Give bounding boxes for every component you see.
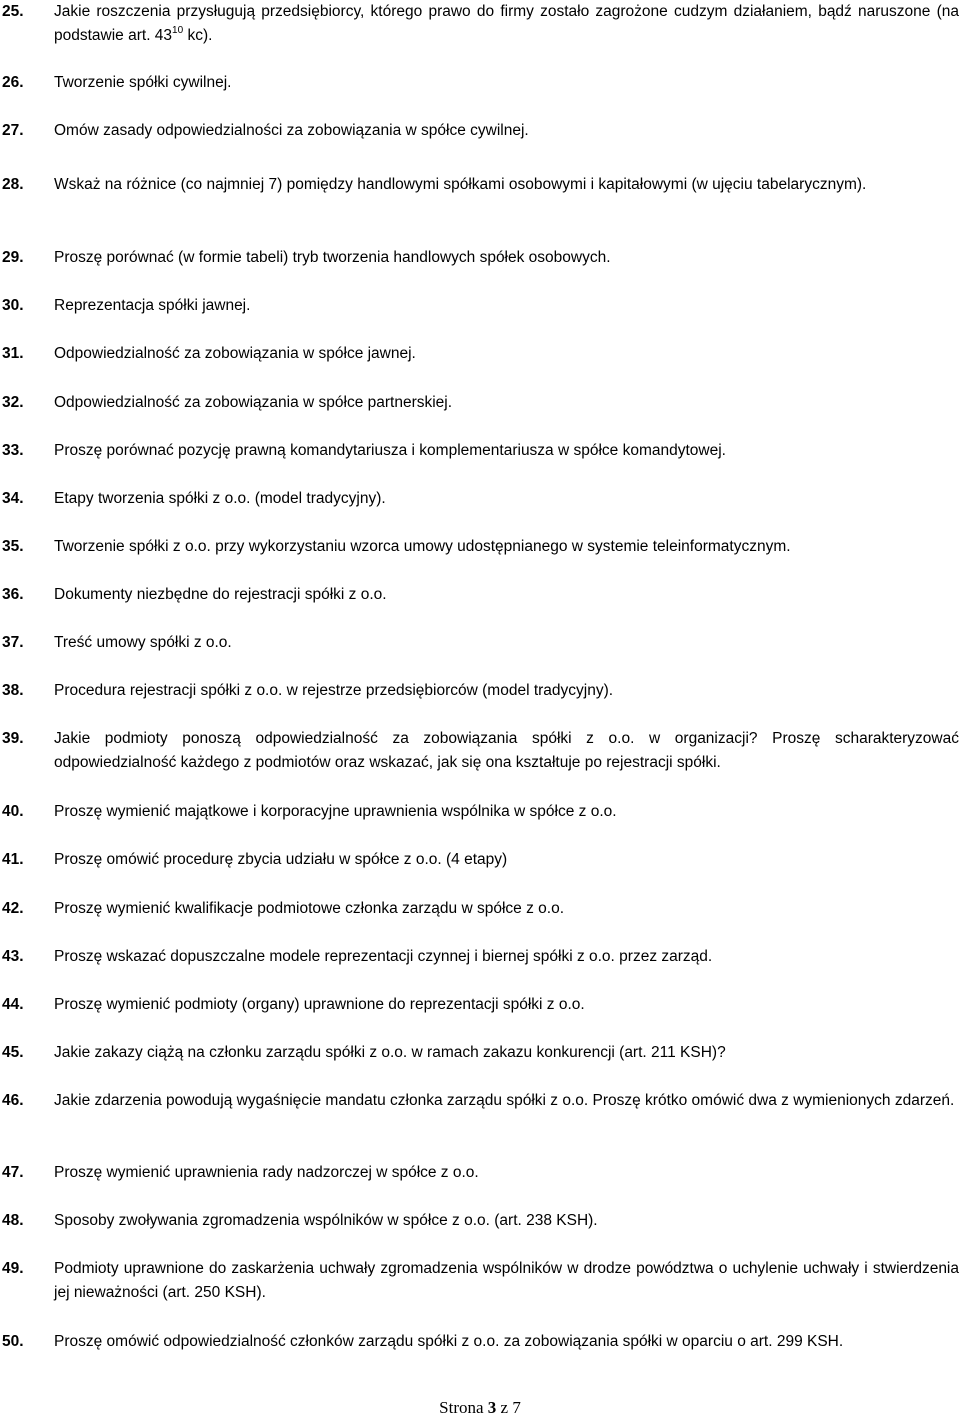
total-pages: 7	[512, 1398, 521, 1417]
question-item-27	[0, 119, 960, 143]
question-item-48	[0, 1209, 960, 1233]
question-text: Sposoby zwoływania zgromadzenia wspólników w spółce z o.o. (art. 238 KSH).	[54, 1212, 598, 1229]
question-number: 27.	[2, 122, 24, 139]
question-item-28	[0, 173, 960, 197]
question-item-40	[0, 800, 960, 824]
question-item-50	[0, 1330, 960, 1354]
question-text: Jakie podmioty ponoszą odpowiedzialność za zobowiązania spółki z o.o. w organizacji? Proszę scharakteryzować odpowiedzialność każdego z podmiotów oraz wskazać, jak się ona kształtuje po rejestracji spółki.	[54, 730, 959, 771]
question-item-41	[0, 848, 960, 872]
question-item-49	[0, 1257, 960, 1305]
question-item-38	[0, 679, 960, 703]
question-text: Omów zasady odpowiedzialności za zobowiązania w spółce cywilnej.	[54, 122, 529, 139]
question-item-44	[0, 993, 960, 1017]
question-number: 38.	[2, 682, 24, 699]
question-number: 36.	[2, 586, 24, 603]
question-text: Proszę wymienić majątkowe i korporacyjne uprawnienia wspólnika w spółce z o.o.	[54, 803, 617, 820]
question-number: 35.	[2, 538, 24, 555]
question-number: 25.	[2, 3, 24, 20]
question-number: 33.	[2, 442, 24, 459]
question-number: 42.	[2, 900, 24, 917]
question-text: Jakie zdarzenia powodują wygaśnięcie mandatu członka zarządu spółki z o.o. Proszę krótko omówić dwa z wymienionych zdarzeń.	[54, 1092, 955, 1109]
article-superscript: 10	[172, 25, 184, 36]
current-page-number: 3	[487, 1398, 497, 1417]
question-number: 28.	[2, 176, 24, 193]
question-text: Jakie zakazy ciążą na członku zarządu spółki z o.o. w ramach zakazu konkurencji (art. 211 KSH)?	[54, 1044, 726, 1061]
question-number: 40.	[2, 803, 24, 820]
question-number: 48.	[2, 1212, 24, 1229]
question-item-46	[0, 1089, 960, 1113]
question-item-37	[0, 631, 960, 655]
question-text: Proszę porównać (w formie tabeli) tryb tworzenia handlowych spółek osobowych.	[54, 249, 611, 266]
question-item-26	[0, 71, 960, 95]
question-number: 30.	[2, 297, 24, 314]
question-item-47	[0, 1161, 960, 1185]
question-item-42	[0, 897, 960, 921]
question-text: Proszę omówić procedurę zbycia udziału w spółce z o.o. (4 etapy)	[54, 851, 508, 868]
question-number: 31.	[2, 345, 24, 362]
question-item-32	[0, 391, 960, 415]
question-item-25	[0, 0, 960, 48]
question-number: 50.	[2, 1333, 24, 1350]
question-item-39	[0, 727, 960, 775]
question-text: Tworzenie spółki z o.o. przy wykorzystaniu wzorca umowy udostępnianego w systemie teleinformatycznym.	[54, 538, 791, 555]
question-text: Odpowiedzialność za zobowiązania w spółce jawnej.	[54, 345, 416, 362]
question-text	[54, 0, 959, 48]
question-text: Tworzenie spółki cywilnej.	[54, 74, 232, 91]
question-text: Podmioty uprawnione do zaskarżenia uchwały zgromadzenia wspólników w drodze powództwa o uchylenie uchwały i stwierdzenia jej nieważności (art. 250 KSH).	[54, 1260, 959, 1301]
question-number: 32.	[2, 394, 24, 411]
question-text: Proszę wymienić podmioty (organy) uprawnione do reprezentacji spółki z o.o.	[54, 996, 585, 1013]
question-text: Proszę porównać pozycję prawną komandytariusza i komplementariusza w spółce komandytowej.	[54, 442, 726, 459]
question-item-30	[0, 294, 960, 318]
question-number: 37.	[2, 634, 24, 651]
question-text: Etapy tworzenia spółki z o.o. (model tradycyjny).	[54, 490, 386, 507]
question-text-tail: kc).	[183, 27, 213, 44]
page-label: Strona	[439, 1398, 484, 1417]
question-text: Dokumenty niezbędne do rejestracji spółki z o.o.	[54, 586, 387, 603]
question-item-34	[0, 487, 960, 511]
question-number: 29.	[2, 249, 24, 266]
question-text: Proszę wymienić uprawnienia rady nadzorczej w spółce z o.o.	[54, 1164, 479, 1181]
question-text: Wskaż na różnice (co najmniej 7) pomiędzy handlowymi spółkami osobowymi i kapitałowymi (w ujęciu tabelarycznym).	[54, 176, 867, 193]
question-number: 34.	[2, 490, 24, 507]
question-text-main: Jakie roszczenia przysługują przedsiębiorcy, którego prawo do firmy zostało zagrożone cudzym działaniem, bądź naruszone (na podstawie art. 43	[54, 3, 959, 44]
question-text: Reprezentacja spółki jawnej.	[54, 297, 251, 314]
question-number: 45.	[2, 1044, 24, 1061]
question-item-36	[0, 583, 960, 607]
question-number: 46.	[2, 1092, 24, 1109]
question-text: Proszę omówić odpowiedzialność członków zarządu spółki z o.o. za zobowiązania spółki w oparciu o art. 299 KSH.	[54, 1333, 844, 1350]
question-item-33	[0, 439, 960, 463]
page-footer	[0, 1398, 960, 1418]
question-number: 49.	[2, 1260, 24, 1277]
question-number: 41.	[2, 851, 24, 868]
question-number: 26.	[2, 74, 24, 91]
question-text: Proszę wskazać dopuszczalne modele reprezentacji czynnej i biernej spółki z o.o. przez zarząd.	[54, 948, 713, 965]
question-item-45	[0, 1041, 960, 1065]
question-text: Proszę wymienić kwalifikacje podmiotowe członka zarządu w spółce z o.o.	[54, 900, 564, 917]
question-item-35	[0, 535, 960, 559]
question-number: 44.	[2, 996, 24, 1013]
question-text: Procedura rejestracji spółki z o.o. w rejestrze przedsiębiorców (model tradycyjny).	[54, 682, 614, 699]
question-number: 43.	[2, 948, 24, 965]
question-item-31	[0, 342, 960, 366]
question-text: Odpowiedzialność za zobowiązania w spółce partnerskiej.	[54, 394, 453, 411]
question-item-43	[0, 945, 960, 969]
question-text: Treść umowy spółki z o.o.	[54, 634, 232, 651]
question-number: 47.	[2, 1164, 24, 1181]
question-number: 39.	[2, 730, 24, 747]
page-separator: z	[500, 1398, 509, 1417]
question-item-29	[0, 246, 960, 270]
